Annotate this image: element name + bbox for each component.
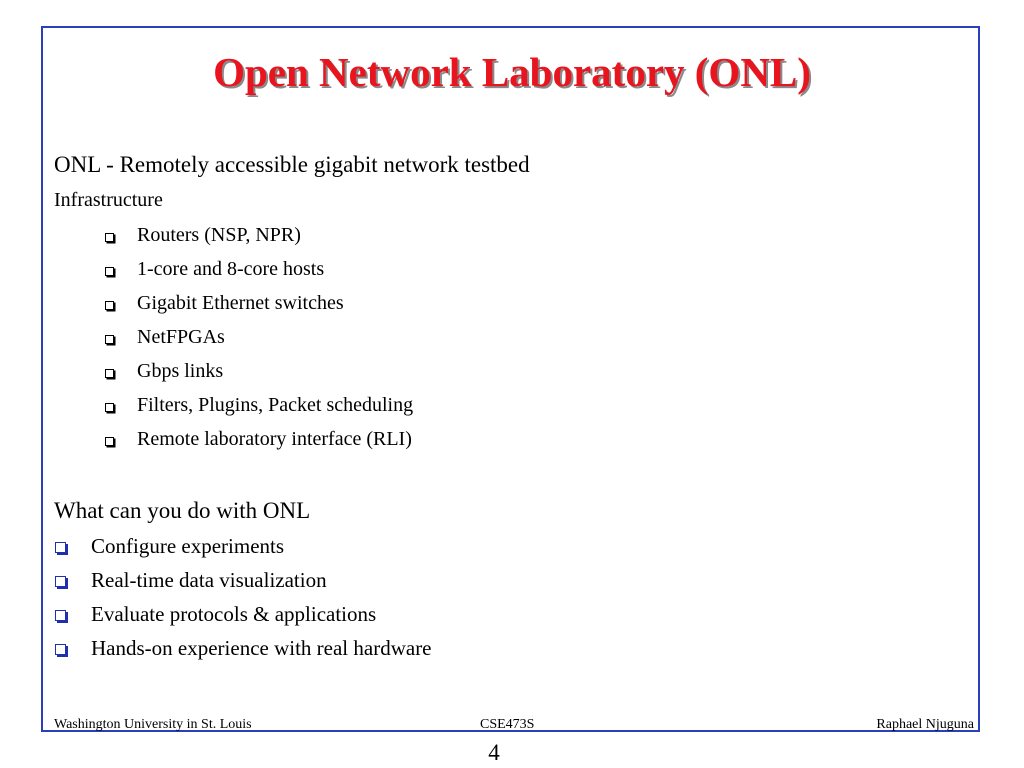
list-item: [54, 567, 432, 601]
footer-right: Raphael Njuguna: [876, 717, 974, 732]
footer-left: Washington University in St. Louis: [54, 717, 252, 732]
checkbox-bullet-icon: [55, 576, 66, 587]
list-item: [54, 635, 432, 669]
list-item: [105, 256, 413, 290]
list-item-text: 1-core and 8-core hosts: [137, 258, 325, 280]
list-item-text: Gbps links: [137, 360, 224, 382]
list-item: [105, 324, 413, 358]
intro-line: ONL - Remotely accessible gigabit network testbed: [54, 152, 530, 177]
checkbox-bullet-icon: [105, 369, 114, 378]
infrastructure-list: [105, 222, 413, 460]
checkbox-bullet-icon: [105, 301, 114, 310]
list-item: [54, 533, 432, 567]
checkbox-bullet-icon: [105, 267, 114, 276]
list-item-text: Routers (NSP, NPR): [137, 224, 301, 246]
list-item: [105, 290, 413, 324]
list-item: [105, 222, 413, 256]
slide-title: Open Network Laboratory (ONL): [213, 49, 811, 95]
uses-list: [54, 533, 432, 669]
list-item-text: Filters, Plugins, Packet scheduling: [137, 394, 414, 416]
list-item-text: Gigabit Ethernet switches: [137, 292, 344, 314]
list-item-text: Remote laboratory interface (RLI): [137, 428, 412, 450]
list-item: [105, 392, 413, 426]
footer-center: CSE473S: [480, 717, 535, 732]
list-item-text: Evaluate protocols & applications: [91, 602, 377, 626]
checkbox-bullet-icon: [55, 610, 66, 621]
infrastructure-heading: Infrastructure: [54, 189, 163, 211]
checkbox-bullet-icon: [105, 233, 114, 242]
uses-heading: What can you do with ONL: [54, 498, 311, 523]
list-item-text: Real-time data visualization: [91, 568, 327, 592]
list-item-text: Hands-on experience with real hardware: [91, 636, 432, 660]
checkbox-bullet-icon: [55, 542, 66, 553]
checkbox-bullet-icon: [105, 335, 114, 344]
list-item: [105, 358, 413, 392]
list-item: [105, 426, 413, 460]
list-item: [54, 601, 432, 635]
checkbox-bullet-icon: [105, 403, 114, 412]
list-item-text: Configure experiments: [91, 534, 285, 558]
checkbox-bullet-icon: [55, 644, 66, 655]
page-number: 4: [488, 740, 500, 765]
checkbox-bullet-icon: [105, 437, 114, 446]
list-item-text: NetFPGAs: [137, 326, 225, 348]
